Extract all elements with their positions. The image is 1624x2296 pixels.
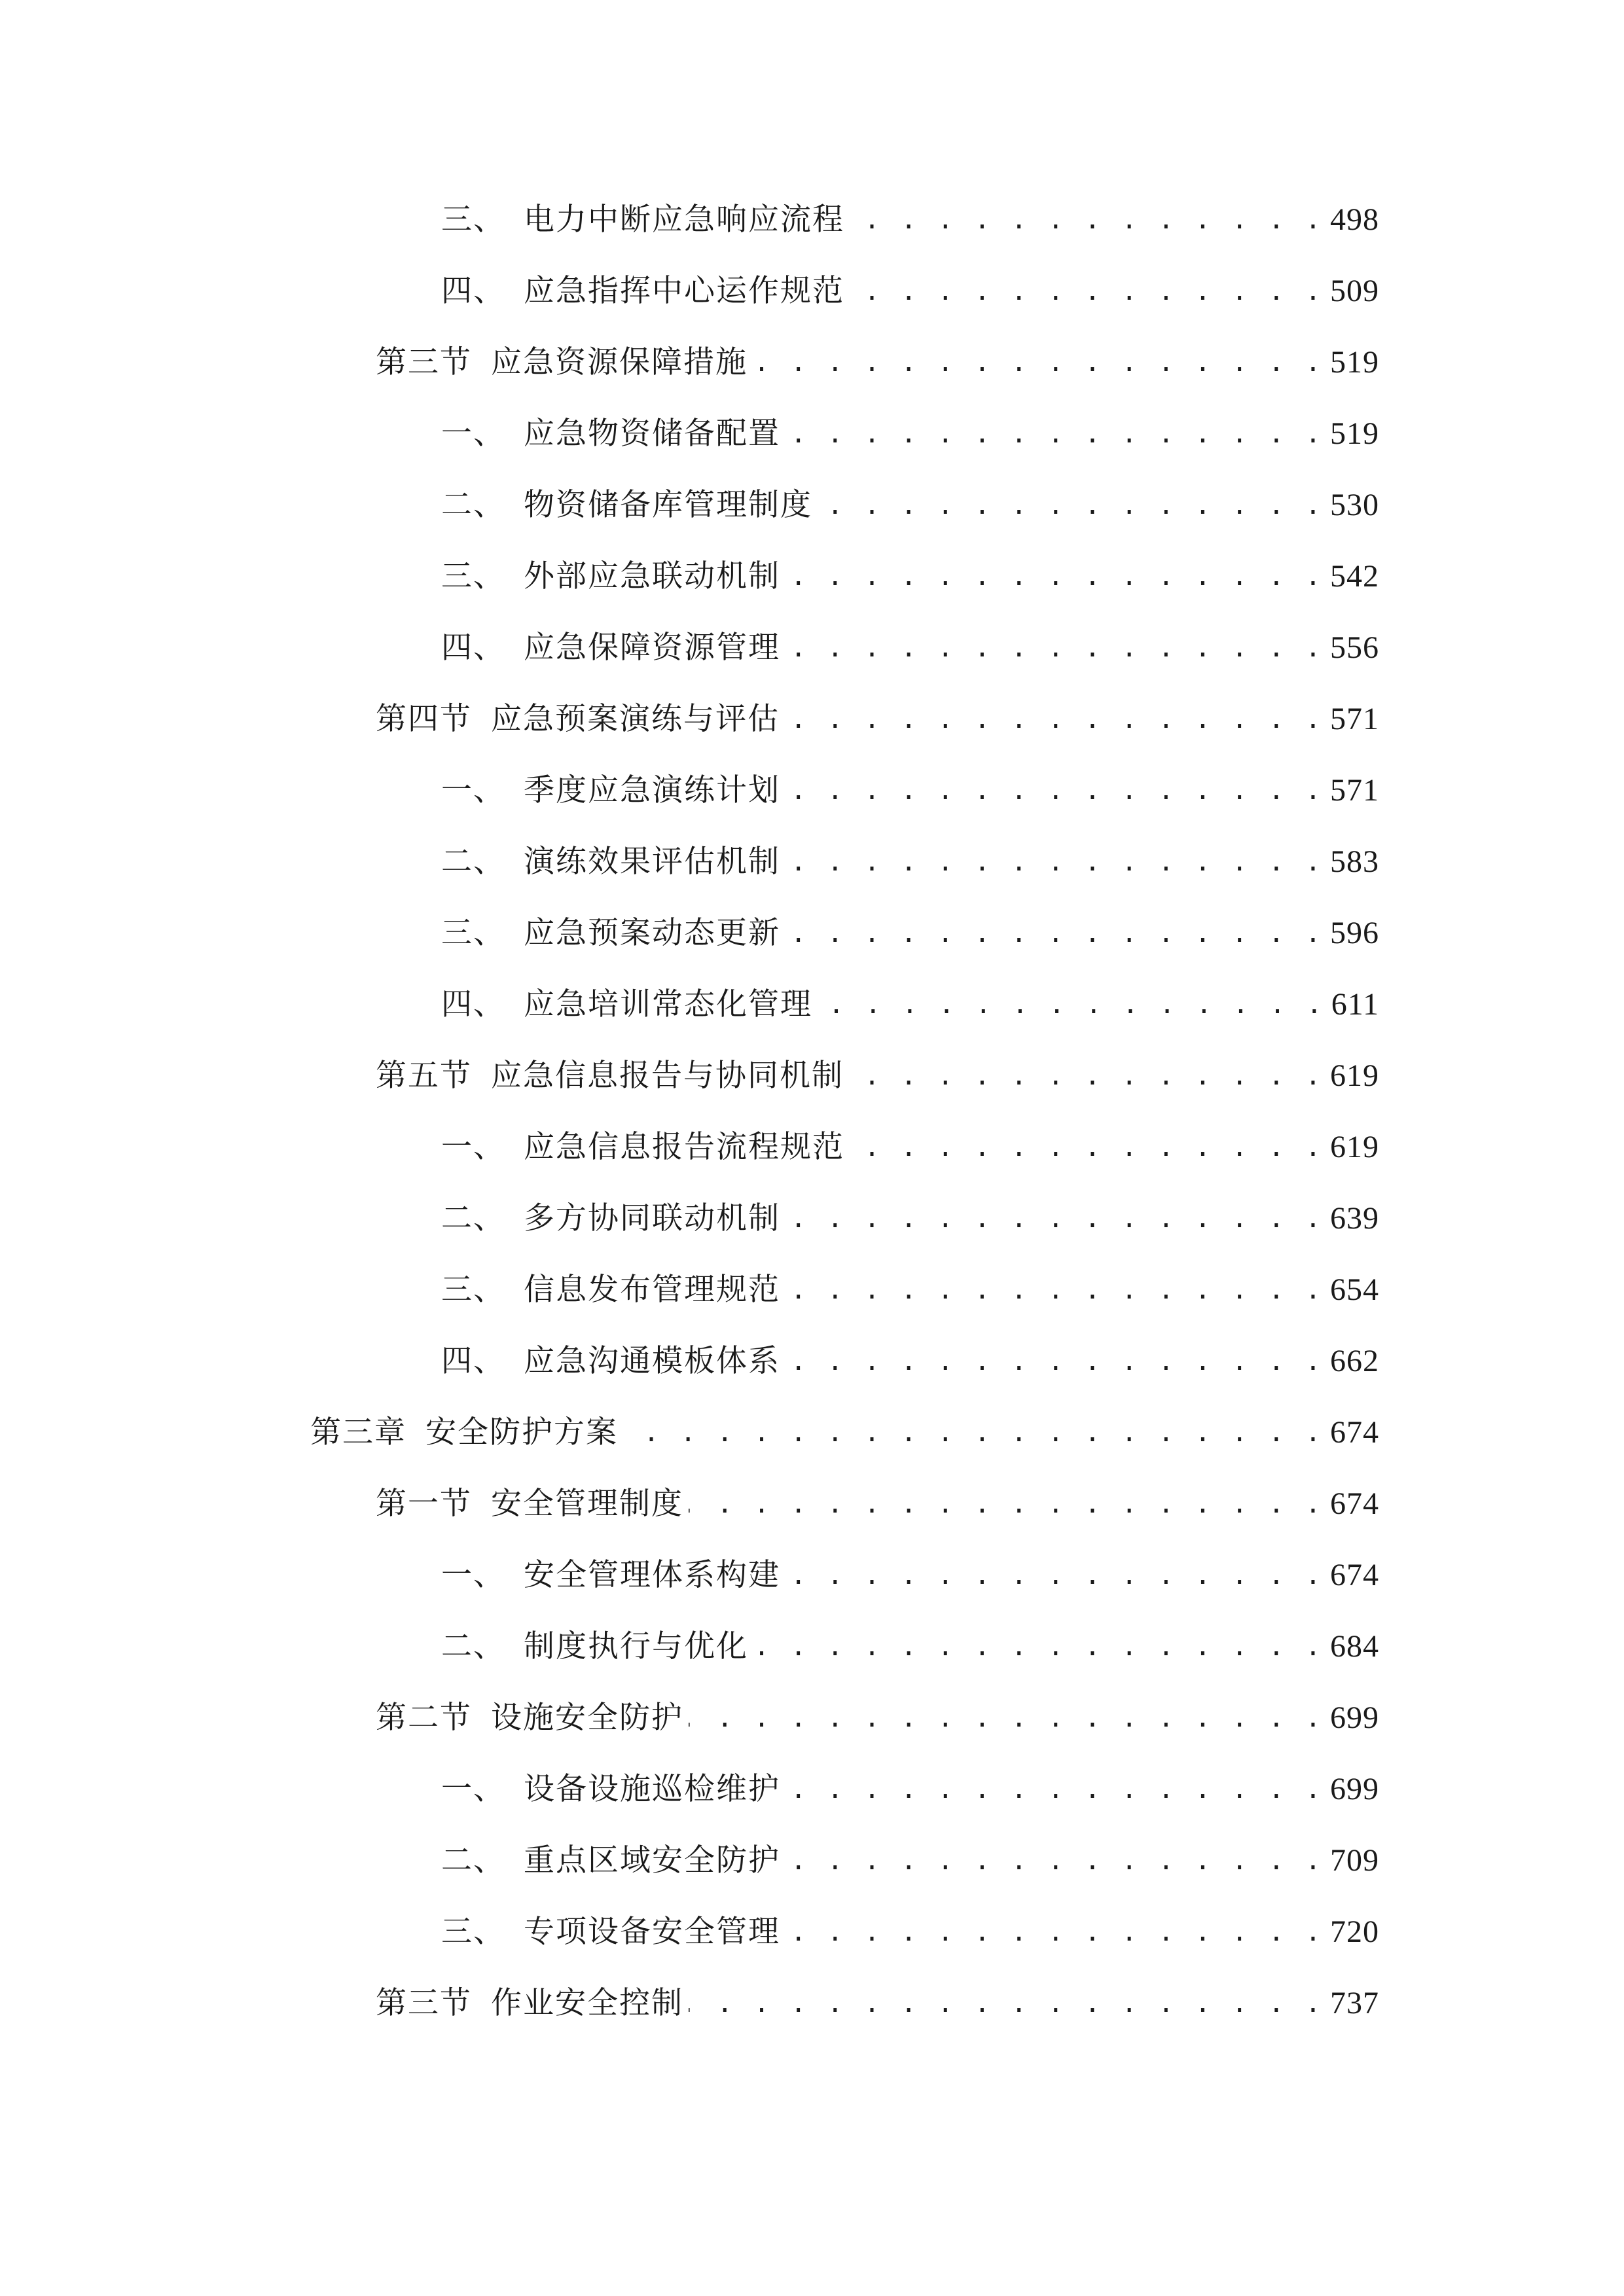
- toc-entry-page-number: 639: [1330, 1201, 1379, 1236]
- toc-entry-page-number: 530: [1330, 488, 1379, 522]
- toc-entry-number: 二、: [441, 1842, 505, 1878]
- dot-leader: [849, 1050, 1324, 1102]
- toc-entry-multiparty-linkage[interactable]: [441, 1193, 1379, 1245]
- dot-leader: [623, 1407, 1324, 1459]
- toc-entry-safety-framework[interactable]: [441, 1549, 1379, 1602]
- toc-entry-number: 二、: [441, 1200, 505, 1236]
- toc-entry-title: 安全管理制度: [491, 1486, 683, 1522]
- dot-leader: [785, 550, 1324, 603]
- toc-entry-title: 应急信息报告流程规范: [524, 1129, 844, 1165]
- dot-leader: [785, 622, 1324, 674]
- toc-entry-title: 设施安全防护: [491, 1700, 683, 1736]
- toc-section-safety-system[interactable]: [376, 1478, 1379, 1530]
- toc-entry-page-number: 684: [1330, 1629, 1379, 1664]
- toc-entry-title: 多方协同联动机制: [524, 1200, 780, 1236]
- toc-entry-title: 电力中断应急响应流程: [524, 202, 844, 238]
- toc-entry-title: 应急培训常态化管理: [524, 986, 812, 1022]
- toc-entry-title: 安全管理体系构建: [524, 1557, 780, 1593]
- toc-entry-page-number: 709: [1330, 1843, 1379, 1878]
- toc-entry-title: 重点区域安全防护: [524, 1842, 780, 1878]
- toc-entry-number: 三、: [441, 558, 505, 594]
- toc-entry-number: 四、: [441, 1343, 505, 1379]
- dot-leader: [689, 1692, 1324, 1744]
- toc-entry-number: 第三节: [376, 1985, 472, 2021]
- toc-entry-title: 演练效果评估机制: [524, 844, 780, 880]
- toc-entry-number: 第五节: [376, 1058, 472, 1094]
- toc-entry-title: 安全防护方案: [425, 1414, 618, 1450]
- toc-entry-page-number: 619: [1330, 1058, 1379, 1093]
- dot-leader: [818, 479, 1324, 531]
- toc-entry-material-reserve[interactable]: [441, 408, 1379, 460]
- toc-entry-system-optimization[interactable]: [441, 1621, 1379, 1673]
- toc-entry-warehouse-management[interactable]: [441, 479, 1379, 531]
- dot-leader: [785, 1335, 1324, 1388]
- toc-entry-title: 信息发布管理规范: [524, 1272, 780, 1308]
- toc-entry-page-number: 519: [1330, 345, 1379, 380]
- toc-entry-number: 二、: [441, 844, 505, 880]
- toc-entry-page-number: 596: [1330, 916, 1379, 950]
- toc-entry-number: 二、: [441, 487, 505, 523]
- toc-entry-number: 一、: [441, 1557, 505, 1593]
- toc-entry-reporting-process[interactable]: [441, 1121, 1379, 1174]
- toc-entry-resource-management[interactable]: [441, 622, 1379, 674]
- toc-entry-title: 作业安全控制: [491, 1985, 683, 2021]
- dot-leader: [785, 408, 1324, 460]
- toc-entry-page-number: 619: [1330, 1130, 1379, 1164]
- toc-entry-page-number: 542: [1330, 559, 1379, 594]
- toc-entry-page-number: 498: [1330, 202, 1379, 237]
- toc-section-info-reporting[interactable]: [376, 1050, 1379, 1102]
- toc-entry-number: 三、: [441, 1914, 505, 1950]
- toc-entry-title: 应急预案演练与评估: [491, 701, 780, 737]
- toc-entry-power-outage-response[interactable]: [441, 194, 1379, 246]
- toc-entry-number: 一、: [441, 416, 505, 452]
- toc-entry-number: 一、: [441, 1771, 505, 1807]
- toc-entry-page-number: 699: [1330, 1772, 1379, 1806]
- toc-entry-page-number: 674: [1330, 1486, 1379, 1521]
- toc-section-emergency-resources[interactable]: [376, 336, 1379, 389]
- toc-entry-command-center-rules[interactable]: [441, 265, 1379, 317]
- toc-entry-title: 应急资源保障措施: [491, 344, 748, 380]
- toc-entry-number: 第四节: [376, 701, 472, 737]
- toc-entry-title: 应急保障资源管理: [524, 630, 780, 666]
- toc-entry-title: 应急信息报告与协同机制: [491, 1058, 844, 1094]
- toc-entry-training-management[interactable]: [441, 978, 1379, 1031]
- toc-entry-number: 三、: [441, 1272, 505, 1308]
- toc-entry-number: 三、: [441, 202, 505, 238]
- toc-entry-plan-update[interactable]: [441, 907, 1379, 960]
- dot-leader: [850, 265, 1324, 317]
- toc-section-operation-safety[interactable]: [376, 1977, 1379, 2030]
- toc-entry-page-number: 571: [1330, 773, 1379, 808]
- toc-entry-number: 四、: [441, 986, 505, 1022]
- toc-entry-title: 外部应急联动机制: [524, 558, 780, 594]
- toc-entry-number: 一、: [441, 1129, 505, 1165]
- dot-leader: [785, 1763, 1324, 1816]
- toc-entry-title: 应急沟通模板体系: [524, 1343, 780, 1379]
- dot-leader: [689, 1977, 1324, 2030]
- dot-leader: [785, 1193, 1324, 1245]
- toc-entry-page-number: 571: [1330, 702, 1379, 736]
- toc-entry-title: 应急预案动态更新: [524, 915, 780, 951]
- toc-entry-title: 季度应急演练计划: [524, 772, 780, 808]
- toc-entry-number: 一、: [441, 772, 505, 808]
- toc-entry-number: 四、: [441, 273, 505, 309]
- toc-chapter-safety-protection[interactable]: [310, 1407, 1379, 1459]
- toc-entry-number: 二、: [441, 1628, 505, 1664]
- toc-entry-communication-templates[interactable]: [441, 1335, 1379, 1388]
- toc-entry-page-number: 674: [1330, 1558, 1379, 1592]
- toc-section-facility-protection[interactable]: [376, 1692, 1379, 1744]
- toc-entry-info-release[interactable]: [441, 1264, 1379, 1316]
- dot-leader: [850, 1121, 1324, 1174]
- toc-entry-special-equipment[interactable]: [441, 1906, 1379, 1958]
- dot-leader: [785, 1549, 1324, 1602]
- toc-entry-page-number: 699: [1330, 1700, 1379, 1735]
- toc-entry-title: 应急指挥中心运作规范: [524, 273, 844, 309]
- toc-entry-page-number: 654: [1330, 1272, 1379, 1307]
- dot-leader: [785, 693, 1324, 745]
- dot-leader: [785, 1835, 1324, 1887]
- toc-entry-page-number: 583: [1330, 844, 1379, 879]
- toc-entry-key-area-protection[interactable]: [441, 1835, 1379, 1887]
- toc-entry-number: 四、: [441, 630, 505, 666]
- toc-entry-page-number: 674: [1330, 1415, 1379, 1450]
- toc-entry-external-linkage[interactable]: [441, 550, 1379, 603]
- toc-entry-page-number: 662: [1330, 1344, 1379, 1378]
- dot-leader: [785, 764, 1324, 817]
- toc-entry-number: 第一节: [376, 1486, 472, 1522]
- toc-entry-title: 设备设施巡检维护: [524, 1771, 780, 1807]
- dot-leader: [850, 194, 1324, 246]
- toc-entry-page-number: 519: [1330, 416, 1379, 451]
- toc-entry-title: 物资储备库管理制度: [524, 487, 812, 523]
- toc-entry-title: 制度执行与优化: [524, 1628, 748, 1664]
- toc-entry-number: 三、: [441, 915, 505, 951]
- toc-entry-page-number: 737: [1330, 1986, 1379, 2020]
- toc-entry-title: 应急物资储备配置: [524, 416, 780, 452]
- dot-leader: [753, 1621, 1324, 1673]
- toc-entry-page-number: 611: [1331, 987, 1379, 1022]
- toc-entry-page-number: 509: [1330, 274, 1379, 308]
- toc-entry-page-number: 720: [1330, 1914, 1379, 1949]
- toc-entry-number: 第二节: [376, 1700, 472, 1736]
- toc-entry-inspection-maintenance[interactable]: [441, 1763, 1379, 1816]
- dot-leader: [785, 836, 1324, 888]
- toc-entry-quarterly-drill-plan[interactable]: [441, 764, 1379, 817]
- dot-leader: [785, 1906, 1324, 1958]
- dot-leader: [785, 1264, 1324, 1316]
- dot-leader: [785, 907, 1324, 960]
- dot-leader: [753, 336, 1324, 389]
- dot-leader: [689, 1478, 1324, 1530]
- toc-entry-drill-evaluation[interactable]: [441, 836, 1379, 888]
- toc-entry-number: 第三章: [310, 1414, 406, 1450]
- toc-entry-page-number: 556: [1330, 630, 1379, 665]
- dot-leader: [818, 978, 1325, 1031]
- toc-entry-number: 第三节: [376, 344, 472, 380]
- toc-entry-title: 专项设备安全管理: [524, 1914, 780, 1950]
- toc-section-drills-evaluation[interactable]: [376, 693, 1379, 745]
